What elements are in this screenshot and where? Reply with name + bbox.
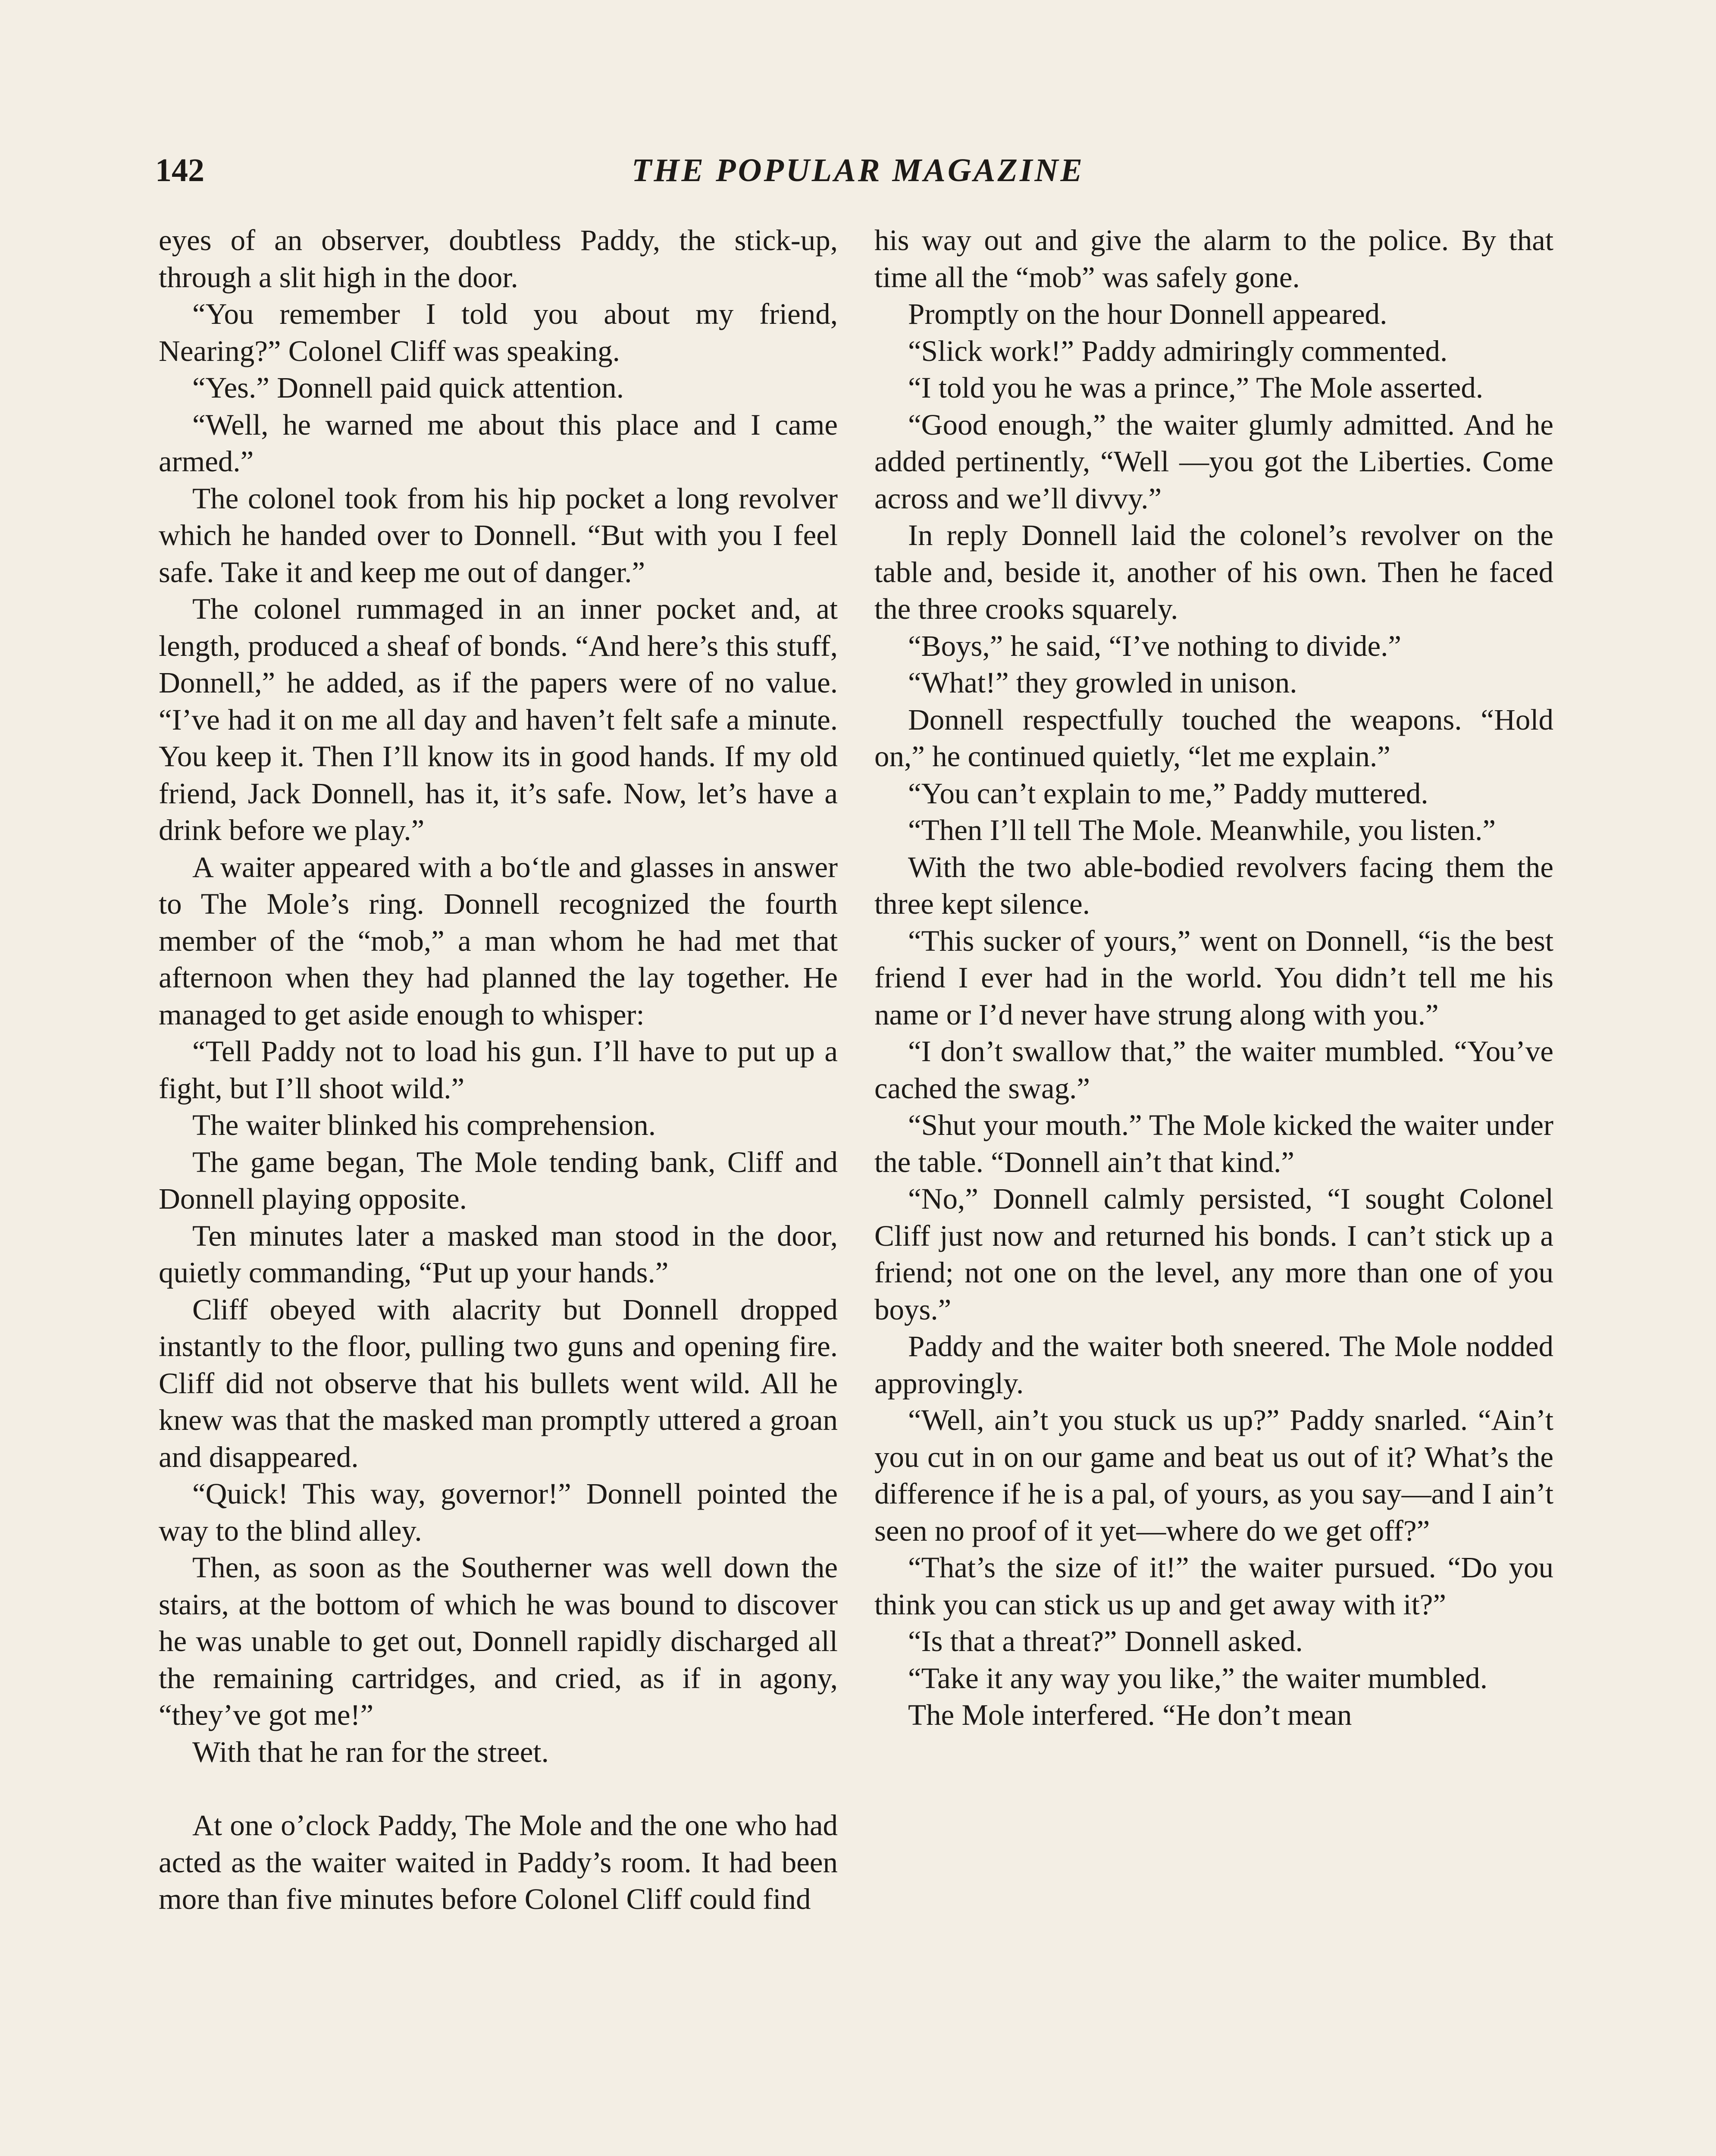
paragraph: The waiter blinked his comprehension. xyxy=(192,1109,656,1141)
paragraph: The colonel rummaged in an inner pocket and, at length, produced a sheaf of bonds. “And here’s this stuff, Donnell,” he added, as if the papers were of no value. “I’ve had it on me all day and haven’t felt safe a minute. You keep it. Then I’ll know its in good hands. If my old friend, Jack Donnell, has it, it’s safe. Now, let’s have a drink before we play.” xyxy=(159,592,838,846)
paragraph: “Well, ain’t you stuck us up?” Paddy snarled. “Ain’t you cut in on our game and beat us out of it? What’s the difference if he is a pal, of yours, as you say—and I ain’t seen no proof of it yet—where do we get off?” xyxy=(874,1404,1553,1547)
paragraph: In reply Donnell laid the colonel’s revolver on the table and, beside it, another of his own. Then he faced the three crooks squarely. xyxy=(874,519,1553,625)
left-column xyxy=(159,222,838,2156)
paragraph: “Is that a threat?” Donnell asked. xyxy=(908,1625,1303,1658)
paragraph: Then, as soon as the Southerner was well down the stairs, at the bottom of which he was bound to discover he was unable to get out, Donnell rapidly discharged all the remaining cartridges, and cried, as if in agony, “they’ve got me!” xyxy=(159,1551,838,1731)
paragraph: “Shut your mouth.” The Mole kicked the waiter under the table. “Donnell ain’t that kind.” xyxy=(874,1109,1553,1178)
paragraph: “Take it any way you like,” the waiter mumbled. xyxy=(908,1661,1488,1695)
paragraph: “This sucker of yours,” went on Donnell, “is the best friend I ever had in the world. You didn’t tell me his name or I’d never have strung along with you.” xyxy=(874,924,1553,1031)
paragraph: “I don’t swallow that,” the waiter mumbled. “You’ve cached the swag.” xyxy=(874,1035,1553,1105)
paragraph: his way out and give the alarm to the police. By that time all the “mob” was safely gone. xyxy=(874,224,1553,294)
paragraph: “What!” they growled in unison. xyxy=(908,666,1297,699)
paragraph: “Good enough,” the waiter glumly admitted. And he added pertinently, “Well —you got the Liberties. Come across and we’ll divvy.” xyxy=(874,408,1553,515)
page-number: 142 xyxy=(155,152,204,188)
paragraph: Paddy and the waiter both sneered. The Mole nodded approvingly. xyxy=(874,1330,1553,1400)
paragraph: “Then I’ll tell The Mole. Meanwhile, you listen.” xyxy=(908,814,1496,846)
paragraph: Promptly on the hour Donnell appeared. xyxy=(908,298,1387,330)
paragraph: With the two able-bodied revolvers facing them the three kept silence. xyxy=(874,850,1553,920)
paragraph: Cliff obeyed with alacrity but Donnell dropped instantly to the floor, pulling two guns and opening fire. Cliff did not observe that his bullets went wild. All he knew was that the masked man promptly uttered a groan and disappeared. xyxy=(159,1293,838,1473)
paragraph: “Yes.” Donnell paid quick attention. xyxy=(192,371,624,404)
paragraph: “Quick! This way, governor!” Donnell pointed the way to the blind alley. xyxy=(159,1477,838,1547)
paragraph: “Slick work!” Paddy admiringly commented. xyxy=(908,334,1448,367)
paragraph: Ten minutes later a masked man stood in the door, quietly commanding, “Put up your hands.” xyxy=(159,1219,838,1289)
paragraph: “You remember I told you about my friend, Nearing?” Colonel Cliff was speaking. xyxy=(159,298,838,367)
paragraph: Donnell respectfully touched the weapons. “Hold on,” he continued quietly, “let me explain.” xyxy=(874,703,1553,773)
right-column xyxy=(874,222,1553,2156)
paragraph: The Mole interfered. “He don’t mean xyxy=(908,1698,1352,1731)
paragraph: With that he ran for the street. xyxy=(192,1735,549,1768)
paragraph: “No,” Donnell calmly persisted, “I sought Colonel Cliff just now and returned his bonds. I can’t stick up a friend; not one on the level, any more than one of you boys.” xyxy=(874,1182,1553,1326)
running-title: THE POPULAR MAGAZINE xyxy=(631,152,1085,188)
paragraph: “Tell Paddy not to load his gun. I’ll have to put up a fight, but I’ll shoot wild.” xyxy=(159,1035,838,1105)
paragraph: “Well, he warned me about this place and I came armed.” xyxy=(159,408,838,478)
paragraph: The game began, The Mole tending bank, Cliff and Donnell playing opposite. xyxy=(159,1145,838,1215)
page-header xyxy=(155,147,1561,194)
paragraph: At one o’clock Paddy, The Mole and the one who had acted as the waiter waited in Paddy’s room. It had been more than five minutes before Colonel Cliff could find xyxy=(159,1809,838,1915)
paragraph: “That’s the size of it!” the waiter pursued. “Do you think you can stick us up and get away with it?” xyxy=(874,1551,1553,1621)
paragraph: eyes of an observer, doubtless Paddy, the stick-up, through a slit high in the door. xyxy=(159,224,838,294)
paragraph: “Boys,” he said, “I’ve nothing to divide.” xyxy=(908,629,1401,662)
paragraph: “I told you he was a prince,” The Mole asserted. xyxy=(908,371,1484,404)
paragraph: The colonel took from his hip pocket a long revolver which he handed over to Donnell. “But with you I feel safe. Take it and keep me out of danger.” xyxy=(159,482,838,589)
paragraph: “You can’t explain to me,” Paddy muttered. xyxy=(908,777,1428,810)
paragraph: A waiter appeared with a bo‘tle and glasses in answer to The Mole’s ring. Donnell recognized the fourth member of the “mob,” a man whom he had met that afternoon when they had planned the lay together. He managed to get aside enough to whisper: xyxy=(159,850,838,1031)
